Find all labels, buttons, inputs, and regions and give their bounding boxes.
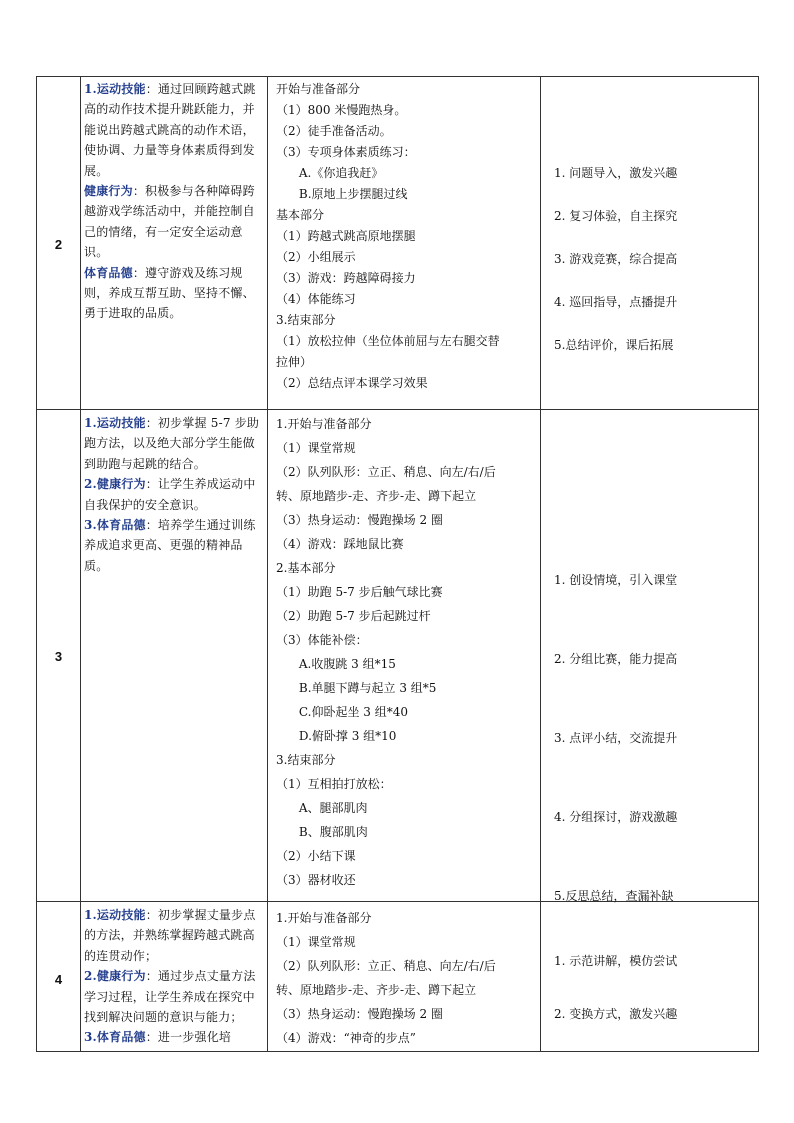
content-line: 基本部分: [276, 208, 325, 222]
learning-goals: [84, 905, 264, 1048]
content-line: （3）热身运动：慢跑操场 2 圈: [276, 1007, 443, 1021]
content-line: （2）小组展示: [276, 250, 356, 264]
method-line: 4. 巡回指导，点播提升: [554, 295, 678, 309]
content-line: 3.结束部分: [276, 313, 336, 327]
lesson-content: [276, 77, 546, 409]
goal-text: ：通过回顾跨越式跳高的动作技术提升跳跃能力，并能说出跨越式跳高的动作术语，使协调、力量等身体素质得到发展。: [84, 82, 256, 178]
lesson-number: 3: [54, 649, 63, 664]
goal-text: ：培养学生通过训练养成追求更高、更强的精神品质。: [84, 518, 256, 573]
content-line: A.《你追我赶》: [276, 166, 384, 180]
content-line: C.仰卧起坐 3 组*40: [276, 705, 408, 719]
content-line: （3）体能补偿：: [276, 633, 368, 647]
content-line: A.收腹跳 3 组*15: [276, 657, 396, 671]
goal-text: ：进一步强化培: [145, 1030, 232, 1045]
goal-keyword: 1.运动技能: [84, 416, 146, 430]
learning-goals: [84, 413, 264, 576]
method-line: 1. 示范讲解，模仿尝试: [554, 954, 678, 968]
content-line: （4）游戏：踩地鼠比赛: [276, 537, 404, 551]
lesson-number: 2: [54, 237, 63, 252]
goal-text: ：积极参与各种障碍跨越游戏学练活动中，并能控制自己的情绪，有一定安全运动意识。: [84, 184, 255, 260]
content-line: （1）助跑 5-7 步后触气球比赛: [276, 585, 443, 599]
content-line: （4）体能练习: [276, 292, 356, 306]
content-line: B.原地上步摆腿过线: [276, 187, 408, 201]
lesson-content: [276, 409, 546, 901]
method-line: 2. 变换方式，激发兴趣: [554, 1007, 678, 1021]
content-line: （3）热身运动：慢跑操场 2 圈: [276, 513, 443, 527]
column-divider: [80, 77, 81, 1051]
goal-keyword: 1.运动技能: [84, 82, 146, 96]
method-line: 2. 分组比赛，能力提高: [554, 652, 678, 666]
goal-keyword: 体育品德: [84, 265, 133, 280]
content-line: （1）课堂常规: [276, 441, 356, 455]
learning-goals: [84, 79, 264, 324]
content-line: A、腿部肌肉: [276, 801, 368, 815]
content-line: 1.开始与准备部分: [276, 911, 372, 925]
content-line: （3）专项身体素质练习：: [276, 145, 416, 159]
content-line: D.俯卧撑 3 组*10: [276, 729, 397, 743]
column-divider: [267, 77, 268, 1051]
lesson-number: 4: [54, 972, 63, 987]
method-line: 3. 游戏竞赛，综合提高: [554, 252, 678, 266]
goal-text: ：让学生养成运动中自我保护的安全意识。: [84, 477, 256, 512]
method-line: 4. 分组探讨，游戏激趣: [554, 810, 678, 824]
content-line: 开始与准备部分: [276, 82, 361, 96]
content-line: B、腹部肌肉: [276, 825, 368, 839]
content-line: （1）800 米慢跑热身。: [276, 103, 407, 117]
content-line: （2）队列队形：立正、稍息、向左/右/后: [276, 465, 496, 479]
content-line: 2.基本部分: [276, 561, 336, 575]
method-line: 1. 问题导入，激发兴趣: [554, 166, 678, 180]
content-line: （1）互相拍打放松：: [276, 777, 392, 791]
method-line: 5.反思总结，查漏补缺: [554, 889, 674, 903]
goal-text: ：初步掌握 5-7 步助跑方法，以及绝大部分学生能做到助跑与起跳的结合。: [84, 416, 260, 471]
goal-keyword: 2.健康行为: [84, 477, 146, 492]
content-line: 转、原地踏步-走、齐步-走、蹲下起立: [276, 489, 477, 503]
content-line: （2）队列队形：立正、稍息、向左/右/后: [276, 959, 496, 973]
goal-keyword: 3.体育品德: [84, 1030, 146, 1045]
content-line: （2）徒手准备活动。: [276, 124, 392, 138]
content-line: （1）跨越式跳高原地摆腿: [276, 229, 416, 243]
content-line: （4）游戏：“神奇的步点”: [276, 1031, 416, 1045]
content-line: （2）助跑 5-7 步后起跳过杆: [276, 609, 431, 623]
content-line: （1）课堂常规: [276, 935, 356, 949]
method-line: 3. 点评小结，交流提升: [554, 731, 678, 745]
method-line: 2. 复习体验，自主探究: [554, 209, 678, 223]
method-line: 1. 创设情境，引入课堂: [554, 573, 678, 587]
lesson-plan-table: [36, 76, 759, 1052]
goal-text: ：通过步点丈量方法学习过程，让学生养成在探究中找到解决问题的意识与能力；: [84, 969, 256, 1025]
goal-text: ：遵守游戏及练习规则，养成互帮互助、坚持不懈、勇于进取的品质。: [84, 265, 255, 321]
content-line: （3）游戏：跨越障碍接力: [276, 271, 416, 285]
goal-keyword: 2.健康行为: [84, 969, 146, 984]
lesson-content: [276, 901, 546, 1051]
goal-text: ：初步掌握丈量步点的方法，并熟练掌握跨越式跳高的连贯动作；: [84, 908, 256, 963]
content-line: B.单腿下蹲与起立 3 组*5: [276, 681, 437, 695]
content-line: 1.开始与准备部分: [276, 417, 372, 431]
content-line: 3.结束部分: [276, 753, 336, 767]
content-line: 拉伸）: [276, 355, 313, 369]
content-line: （3）器材收还: [276, 873, 356, 887]
content-line: （2）小结下课: [276, 849, 356, 863]
content-line: 转、原地踏步-走、齐步-走、蹲下起立: [276, 983, 477, 997]
goal-keyword: 1.运动技能: [84, 908, 146, 922]
content-line: （2）总结点评本课学习效果: [276, 376, 428, 390]
goal-keyword: 健康行为: [84, 184, 133, 199]
method-line: 5.总结评价，课后拓展: [554, 338, 674, 352]
content-line: （1）放松拉伸（坐位体前屈与左右腿交替: [276, 334, 500, 348]
goal-keyword: 3.体育品德: [84, 518, 146, 533]
